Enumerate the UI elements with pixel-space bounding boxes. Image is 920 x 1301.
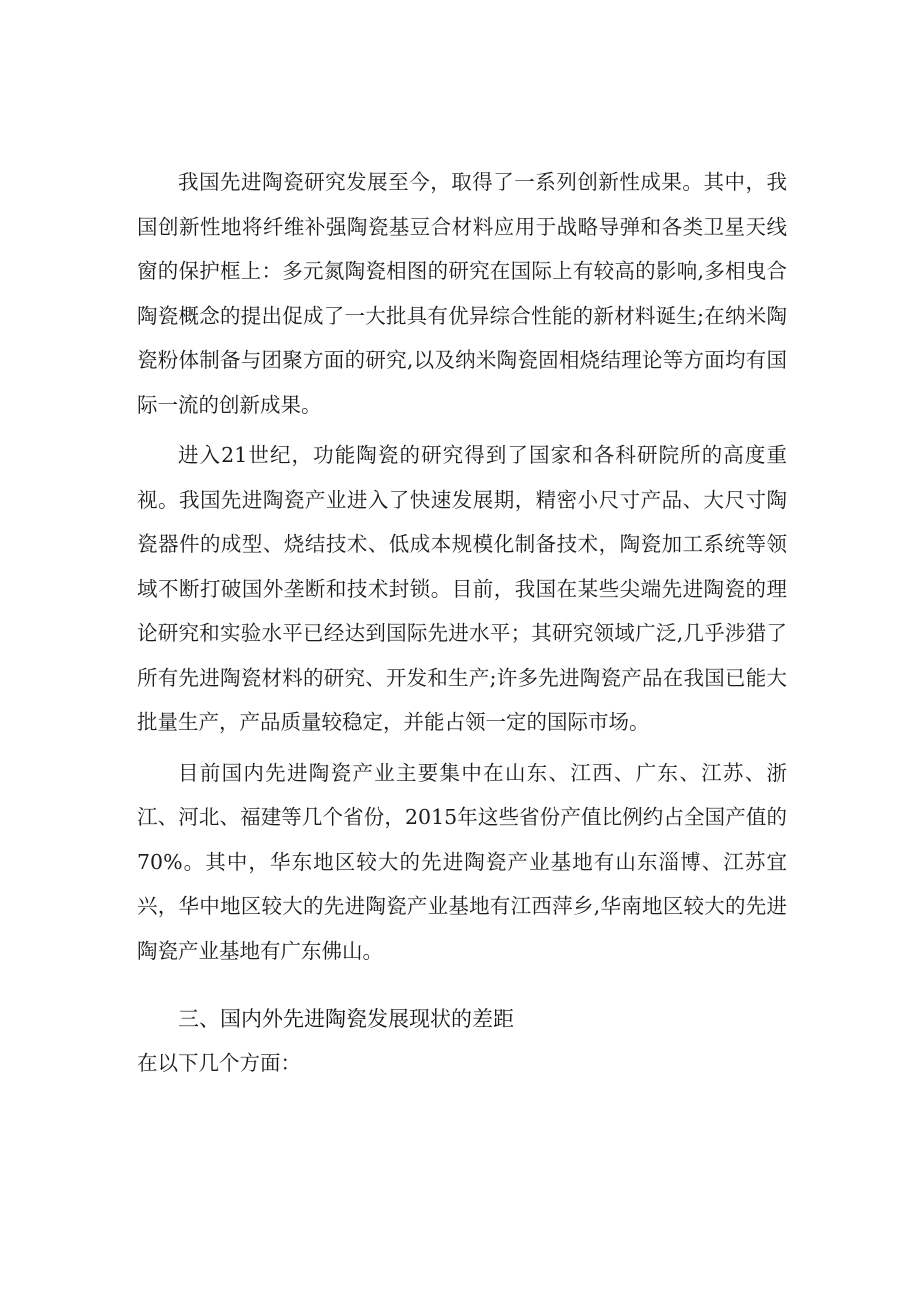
section-lead-text: 在以下几个方面： bbox=[137, 1051, 301, 1075]
document-body bbox=[137, 160, 787, 1085]
section-heading: 三、国内外先进陶瓷发展现状的差距 bbox=[178, 1007, 514, 1031]
paragraph-research-achievements: 我国先进陶瓷研究发展至今，取得了一系列创新性成果。其中，我国创新性地将纤维补强陶瓷基豆合材料应用于战略导弹和各类卫星天线窗的保护框上：多元氮陶瓷相图的研究在国际上有较高的影响,多相曳合陶瓷概念的提出促成了一大批具有优异综合性能的新材料诞生;在纳米陶瓷粉体制备与团聚方面的研究,以及纳米陶瓷固相烧结理论等方面均有国际一流的创新成果。 bbox=[137, 170, 787, 417]
paragraph-domestic-industry-regions: 目前国内先进陶瓷产业主要集中在山东、江西、广东、江苏、浙江、河北、福建等几个省份，2015年这些省份产值比例约占全国产值的70%。其中，华东地区较大的先进陶瓷产业基地有山东淄博、江苏宜兴，华中地区较大的先进陶瓷产业基地有江西萍乡,华南地区较大的先进陶瓷产业基地有广东佛山。 bbox=[137, 760, 787, 963]
paragraph-21st-century-development: 进入21世纪，功能陶瓷的研究得到了国家和各科研院所的高度重视。我国先进陶瓷产业进入了快速发展期，精密小尺寸产品、大尺寸陶瓷器件的成型、烧结技术、低成本规模化制备技术，陶瓷加工系统等领域不断打破国外垄断和技术封锁。目前，我国在某些尖端先进陶瓷的理论研究和实验水平已经达到国际先进水平；其研究领域广泛,几乎涉猎了所有先进陶瓷材料的研究、开发和生产;许多先进陶瓷产品在我国已能大批量生产，产品质量较稳定，并能占领一定的国际市场。 bbox=[137, 443, 787, 734]
